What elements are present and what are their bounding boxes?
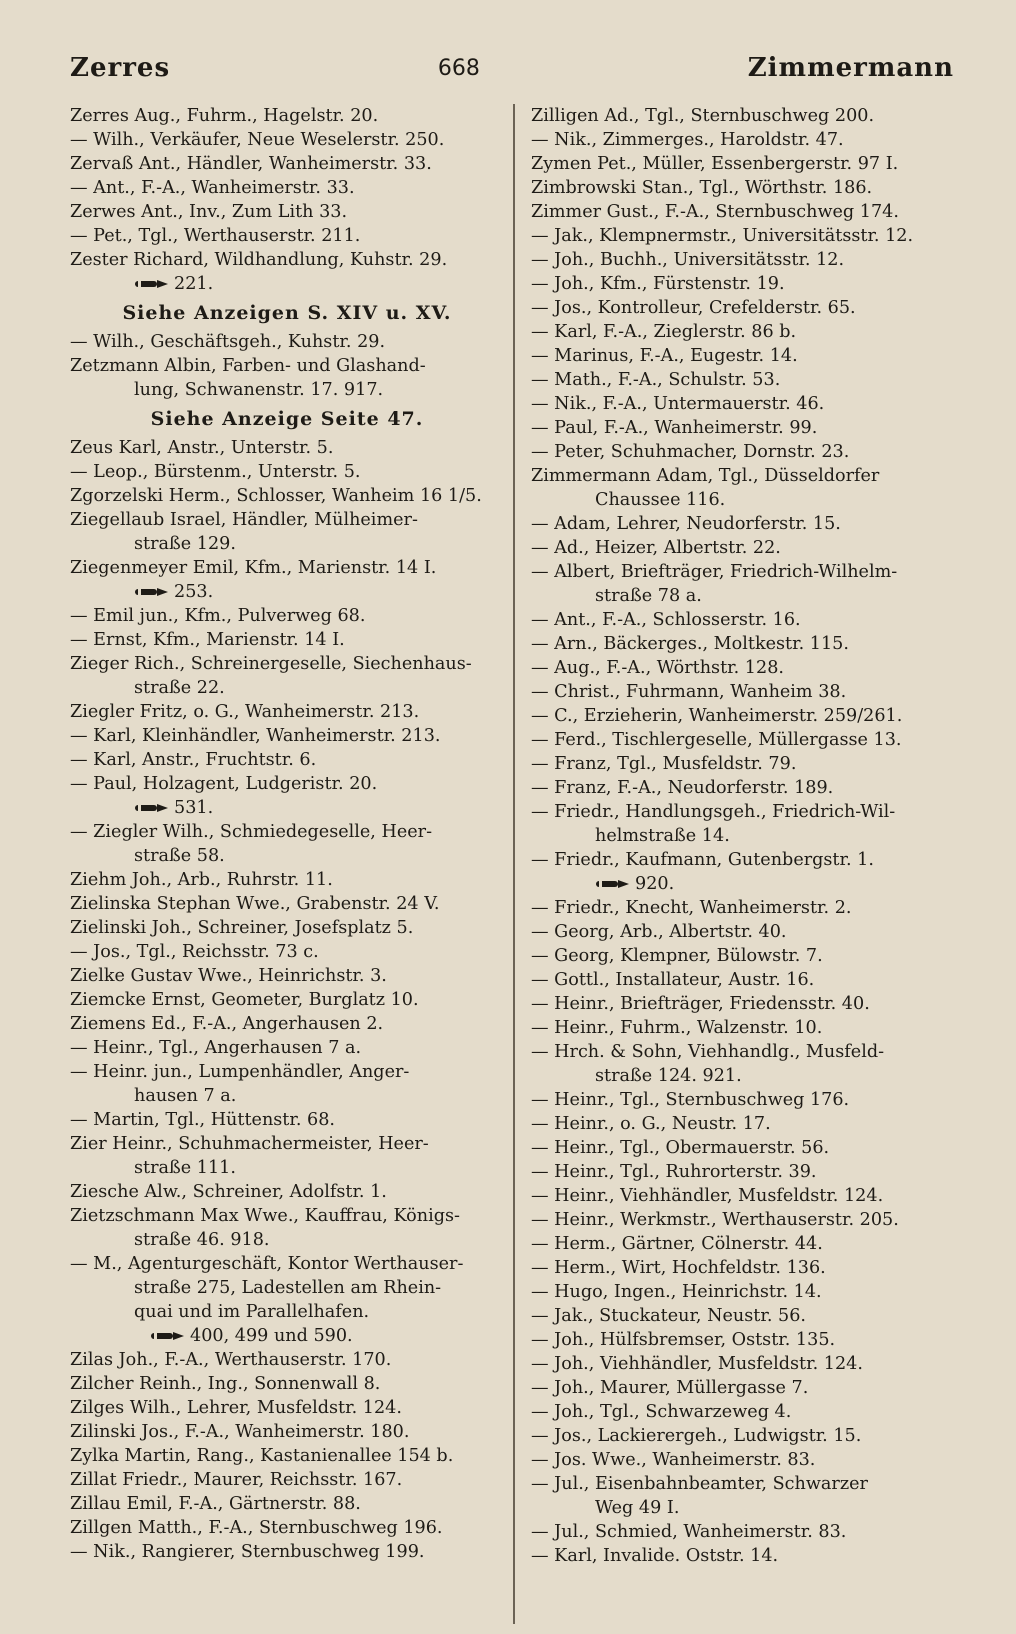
header-left-word: Zerres — [70, 53, 171, 83]
entry-text: — Karl, F.-A., Zieglerstr. 86 b. — [531, 322, 797, 342]
directory-entry — [70, 224, 504, 248]
header-right-word: Zimmermann — [747, 53, 954, 83]
entry-text: Zilinski Jos., F.-A., Wanheimerstr. 180. — [70, 1422, 410, 1442]
entry-text: Zilcher Reinh., Ing., Sonnenwall 8. — [70, 1374, 381, 1394]
directory-entry — [531, 176, 961, 200]
directory-entry — [70, 844, 504, 868]
directory-entry — [531, 1472, 961, 1496]
entry-text: 531. — [174, 798, 214, 818]
entry-text: — Friedr., Knecht, Wanheimerstr. 2. — [531, 898, 852, 918]
entry-text: Zetzmann Albin, Farben- und Glashand- — [70, 356, 426, 376]
directory-entry — [531, 272, 961, 296]
directory-entry — [70, 940, 504, 964]
directory-entry — [70, 604, 504, 628]
entry-text: 221. — [174, 274, 214, 294]
directory-entry — [70, 580, 504, 604]
entry-text: straße 129. — [134, 534, 236, 554]
entry-text: Zieger Rich., Schreinergeselle, Siechenhaus- — [70, 654, 472, 674]
directory-entry — [531, 1376, 961, 1400]
directory-entry — [531, 1184, 961, 1208]
directory-entry — [531, 320, 961, 344]
directory-entry — [531, 1304, 961, 1328]
directory-entry — [531, 680, 961, 704]
entry-text: — Leop., Bürstenm., Unterstr. 5. — [70, 462, 361, 482]
directory-entry — [531, 632, 961, 656]
entry-text: helmstraße 14. — [595, 826, 730, 846]
entry-text: — Arn., Bäckerges., Moltkestr. 115. — [531, 634, 849, 654]
entry-text: Zielke Gustav Wwe., Heinrichstr. 3. — [70, 966, 387, 986]
directory-entry — [531, 1112, 961, 1136]
directory-entry — [70, 916, 504, 940]
directory-entry — [531, 464, 961, 488]
entry-text: — Georg, Arb., Albertstr. 40. — [531, 922, 787, 942]
entry-text: — Hugo, Ingen., Heinrichstr. 14. — [531, 1282, 822, 1302]
directory-entry — [70, 1156, 504, 1180]
directory-entry — [531, 704, 961, 728]
directory-entry — [70, 1084, 504, 1108]
directory-entry — [531, 1136, 961, 1160]
column-divider — [513, 104, 515, 1624]
entry-text: straße 46. 918. — [134, 1230, 270, 1250]
entry-text: — Aug., F.-A., Wörthstr. 128. — [531, 658, 784, 678]
entry-text: — Joh., Maurer, Müllergasse 7. — [531, 1378, 809, 1398]
directory-entry — [531, 992, 961, 1016]
entry-text: Zimmer Gust., F.-A., Sternbuschweg 174. — [531, 202, 899, 222]
directory-entry — [70, 628, 504, 652]
entry-text: — Joh., Buchh., Universitätsstr. 12. — [531, 250, 845, 270]
entry-text: — Wilh., Verkäufer, Neue Weselerstr. 250. — [70, 130, 445, 150]
entry-text: — Ziegler Wilh., Schmiedegeselle, Heer- — [70, 822, 433, 842]
entry-text: — Hrch. & Sohn, Viehhandlg., Musfeld- — [531, 1042, 885, 1062]
telephone-hand-icon — [134, 586, 170, 598]
directory-entry — [531, 872, 961, 896]
directory-entry — [531, 296, 961, 320]
directory-entry — [531, 1520, 961, 1544]
directory-entry — [70, 272, 504, 296]
directory-entry — [70, 724, 504, 748]
entry-text: — Heinr., Fuhrm., Walzenstr. 10. — [531, 1018, 823, 1038]
entry-text: 920. — [635, 874, 675, 894]
directory-entry — [531, 1088, 961, 1112]
directory-entry — [531, 584, 961, 608]
directory-entry — [70, 104, 504, 128]
entry-text: — Jos. Wwe., Wanheimerstr. 83. — [531, 1450, 816, 1470]
entry-text: Zimmermann Adam, Tgl., Düsseldorfer — [531, 466, 880, 486]
directory-entry — [531, 800, 961, 824]
entry-text: Weg 49 I. — [595, 1498, 680, 1518]
directory-entry — [531, 1160, 961, 1184]
directory-entry — [70, 460, 504, 484]
entry-text: — Marinus, F.-A., Eugestr. 14. — [531, 346, 798, 366]
entry-text: Siehe Anzeige Seite 47. — [150, 408, 424, 430]
entry-text: Zilges Wilh., Lehrer, Musfeldstr. 124. — [70, 1398, 402, 1418]
entry-text: — Karl, Anstr., Fruchtstr. 6. — [70, 750, 317, 770]
directory-entry — [531, 1496, 961, 1520]
directory-entry — [70, 508, 504, 532]
directory-entry — [531, 512, 961, 536]
entry-text: — Joh., Viehhändler, Musfeldstr. 124. — [531, 1354, 863, 1374]
entry-text: — Heinr., Briefträger, Friedensstr. 40. — [531, 994, 870, 1014]
directory-entry — [70, 1060, 504, 1084]
directory-entry — [531, 752, 961, 776]
entry-text: Zielinska Stephan Wwe., Grabenstr. 24 V. — [70, 894, 440, 914]
entry-text: — Jul., Eisenbahnbeamter, Schwarzer — [531, 1474, 868, 1494]
directory-entry — [531, 200, 961, 224]
entry-text: — Adam, Lehrer, Neudorferstr. 15. — [531, 514, 841, 534]
directory-entry — [531, 152, 961, 176]
entry-text: — C., Erzieherin, Wanheimerstr. 259/261. — [531, 706, 903, 726]
entry-text: — Jak., Stuckateur, Neustr. 56. — [531, 1306, 806, 1326]
telephone-hand-icon — [595, 878, 631, 890]
directory-entry — [70, 330, 504, 354]
directory-entry — [531, 224, 961, 248]
directory-entry — [70, 652, 504, 676]
directory-entry — [70, 796, 504, 820]
directory-entry — [531, 1448, 961, 1472]
directory-entry — [70, 748, 504, 772]
entry-text: Zester Richard, Wildhandlung, Kuhstr. 29. — [70, 250, 448, 270]
entry-text: — Heinr. jun., Lumpenhändler, Anger- — [70, 1062, 410, 1082]
directory-entry — [531, 1352, 961, 1376]
entry-text: — Jos., Tgl., Reichsstr. 73 c. — [70, 942, 319, 962]
directory-entry — [70, 892, 504, 916]
entry-text: straße 22. — [134, 678, 225, 698]
directory-entry — [70, 772, 504, 796]
entry-text: — Heinr., Tgl., Sternbuschweg 176. — [531, 1090, 850, 1110]
entry-text: — Wilh., Geschäftsgeh., Kuhstr. 29. — [70, 332, 386, 352]
entry-text: straße 111. — [134, 1158, 236, 1178]
directory-entry — [531, 248, 961, 272]
entry-text: — Christ., Fuhrmann, Wanheim 38. — [531, 682, 847, 702]
entry-text: Chaussee 116. — [595, 490, 726, 510]
entry-text: — Nik., Zimmerges., Haroldstr. 47. — [531, 130, 844, 150]
directory-entry — [531, 392, 961, 416]
directory-entry — [531, 1208, 961, 1232]
directory-entry — [531, 944, 961, 968]
advertisement-reference — [70, 296, 504, 330]
directory-entry — [70, 556, 504, 580]
entry-text: — Jul., Schmied, Wanheimerstr. 83. — [531, 1522, 847, 1542]
directory-entry — [70, 1468, 504, 1492]
entry-text: Ziesche Alw., Schreiner, Adolfstr. 1. — [70, 1182, 387, 1202]
directory-entry — [531, 368, 961, 392]
directory-entry — [531, 896, 961, 920]
entry-text: — Martin, Tgl., Hüttenstr. 68. — [70, 1110, 336, 1130]
entry-text: Zillat Friedr., Maurer, Reichsstr. 167. — [70, 1470, 403, 1490]
entry-text: — Pet., Tgl., Werthauserstr. 211. — [70, 226, 361, 246]
directory-entry — [70, 1276, 504, 1300]
entry-text: Zilas Joh., F.-A., Werthauserstr. 170. — [70, 1350, 392, 1370]
entry-text: Zylka Martin, Rang., Kastanienallee 154 b. — [70, 1446, 454, 1466]
page-header — [70, 48, 954, 88]
entry-text: Zier Heinr., Schuhmachermeister, Heer- — [70, 1134, 429, 1154]
directory-entry — [70, 128, 504, 152]
directory-entry — [70, 676, 504, 700]
directory-entry — [70, 1036, 504, 1060]
entry-text: — Heinr., Tgl., Angerhausen 7 a. — [70, 1038, 362, 1058]
directory-entry — [70, 484, 504, 508]
directory-entry — [70, 176, 504, 200]
directory-entry — [531, 1328, 961, 1352]
directory-entry — [531, 1424, 961, 1448]
telephone-hand-icon — [134, 802, 170, 814]
directory-entry — [70, 436, 504, 460]
entry-text: — Paul, Holzagent, Ludgeristr. 20. — [70, 774, 378, 794]
directory-entry — [70, 532, 504, 556]
directory-entry — [70, 1540, 504, 1564]
directory-entry — [70, 1012, 504, 1036]
entry-text: — Albert, Briefträger, Friedrich-Wilhelm- — [531, 562, 898, 582]
entry-text: Zilligen Ad., Tgl., Sternbuschweg 200. — [531, 106, 875, 126]
entry-text: — Jak., Klempnermstr., Universitätsstr. 12. — [531, 226, 914, 246]
entry-text: — Jos., Lackierergeh., Ludwigstr. 15. — [531, 1426, 862, 1446]
directory-entry — [531, 488, 961, 512]
entry-text: Ziehm Joh., Arb., Ruhrstr. 11. — [70, 870, 333, 890]
entry-text: — Friedr., Kaufmann, Gutenbergstr. 1. — [531, 850, 874, 870]
directory-entry — [531, 920, 961, 944]
directory-entry — [531, 1544, 961, 1568]
directory-entry — [70, 1444, 504, 1468]
directory-entry — [531, 776, 961, 800]
entry-text: — Karl, Kleinhändler, Wanheimerstr. 213. — [70, 726, 441, 746]
entry-text: — Georg, Klempner, Bülowstr. 7. — [531, 946, 823, 966]
entry-text: — Heinr., o. G., Neustr. 17. — [531, 1114, 771, 1134]
entry-text: Siehe Anzeigen S. XIV u. XV. — [122, 302, 452, 324]
directory-entry — [70, 354, 504, 378]
directory-entry — [70, 820, 504, 844]
entry-text: — Herm., Wirt, Hochfeldstr. 136. — [531, 1258, 826, 1278]
directory-entry — [531, 128, 961, 152]
entry-text: Zillau Emil, F.-A., Gärtnerstr. 88. — [70, 1494, 361, 1514]
entry-text: — Joh., Kfm., Fürstenstr. 19. — [531, 274, 785, 294]
directory-entry — [531, 1400, 961, 1424]
left-column — [70, 104, 504, 1564]
directory-entry — [531, 416, 961, 440]
entry-text: Zielinski Joh., Schreiner, Josefsplatz 5. — [70, 918, 414, 938]
entry-text: — Franz, Tgl., Musfeldstr. 79. — [531, 754, 797, 774]
directory-entry — [531, 104, 961, 128]
entry-text: Zerres Aug., Fuhrm., Hagelstr. 20. — [70, 106, 379, 126]
entry-text: — M., Agenturgeschäft, Kontor Werthauser- — [70, 1254, 464, 1274]
entry-text: straße 275, Ladestellen am Rhein- — [134, 1278, 442, 1298]
entry-text: straße 78 a. — [595, 586, 702, 606]
entry-text: — Ant., F.-A., Wanheimerstr. 33. — [70, 178, 355, 198]
directory-entry — [70, 1348, 504, 1372]
advertisement-reference — [70, 402, 504, 436]
entry-text: — Ernst, Kfm., Marienstr. 14 I. — [70, 630, 345, 650]
directory-entry — [531, 656, 961, 680]
entry-text: Ziegler Fritz, o. G., Wanheimerstr. 213. — [70, 702, 420, 722]
entry-text: — Ant., F.-A., Schlosserstr. 16. — [531, 610, 801, 630]
entry-text: — Heinr., Werkmstr., Werthauserstr. 205. — [531, 1210, 899, 1230]
entry-text: — Nik., F.-A., Untermauerstr. 46. — [531, 394, 825, 414]
directory-entry — [531, 1064, 961, 1088]
page-number: 668 — [437, 55, 480, 81]
entry-text: 253. — [174, 582, 214, 602]
directory-entry — [531, 536, 961, 560]
entry-text: Zervaß Ant., Händler, Wanheimerstr. 33. — [70, 154, 432, 174]
entry-text: — Gottl., Installateur, Austr. 16. — [531, 970, 815, 990]
directory-entry — [70, 988, 504, 1012]
telephone-hand-icon — [150, 1330, 186, 1342]
directory-entry — [70, 1252, 504, 1276]
entry-text: — Math., F.-A., Schulstr. 53. — [531, 370, 781, 390]
directory-entry — [531, 608, 961, 632]
directory-entry — [531, 1016, 961, 1040]
directory-entry — [70, 1372, 504, 1396]
directory-entry — [531, 968, 961, 992]
directory-entry — [70, 1492, 504, 1516]
entry-text: Zillgen Matth., F.-A., Sternbuschweg 196. — [70, 1518, 443, 1538]
directory-entry — [531, 560, 961, 584]
directory-entry — [70, 152, 504, 176]
entry-text: Zymen Pet., Müller, Essenbergerstr. 97 I. — [531, 154, 899, 174]
entry-text: — Friedr., Handlungsgeh., Friedrich-Wil- — [531, 802, 896, 822]
entry-text: straße 58. — [134, 846, 225, 866]
entry-text: Ziemcke Ernst, Geometer, Burglatz 10. — [70, 990, 419, 1010]
entry-text: — Jos., Kontrolleur, Crefelderstr. 65. — [531, 298, 856, 318]
entry-text: Zietzschmann Max Wwe., Kauffrau, Königs- — [70, 1206, 460, 1226]
directory-entry — [70, 1180, 504, 1204]
directory-entry — [531, 728, 961, 752]
directory-entry — [70, 248, 504, 272]
directory-entry — [531, 1232, 961, 1256]
directory-entry — [531, 1256, 961, 1280]
directory-entry — [531, 848, 961, 872]
entry-text: 400, 499 und 590. — [190, 1326, 353, 1346]
entry-text: Zerwes Ant., Inv., Zum Lith 33. — [70, 202, 348, 222]
entry-text: Ziemens Ed., F.-A., Angerhausen 2. — [70, 1014, 384, 1034]
directory-entry — [70, 964, 504, 988]
directory-entry — [70, 1396, 504, 1420]
directory-entry — [70, 1300, 504, 1324]
entry-text: Ziegenmeyer Emil, Kfm., Marienstr. 14 I. — [70, 558, 437, 578]
directory-entry — [70, 700, 504, 724]
entry-text: Zgorzelski Herm., Schlosser, Wanheim 16 1/5. — [70, 486, 482, 506]
directory-entry — [70, 1420, 504, 1444]
entry-text: — Herm., Gärtner, Cölnerstr. 44. — [531, 1234, 823, 1254]
entry-text: — Ad., Heizer, Albertstr. 22. — [531, 538, 781, 558]
directory-entry — [531, 1280, 961, 1304]
directory-entry — [70, 200, 504, 224]
entry-text: quai und im Parallelhafen. — [134, 1302, 370, 1322]
entry-text: — Peter, Schuhmacher, Dornstr. 23. — [531, 442, 850, 462]
telephone-hand-icon — [134, 278, 170, 290]
entry-text: straße 124. 921. — [595, 1066, 742, 1086]
directory-entry — [531, 440, 961, 464]
directory-entry — [70, 1108, 504, 1132]
entry-text: Ziegellaub Israel, Händler, Mülheimer- — [70, 510, 418, 530]
entry-text: hausen 7 a. — [134, 1086, 237, 1106]
entry-text: — Ferd., Tischlergeselle, Müllergasse 13. — [531, 730, 902, 750]
directory-entry — [531, 344, 961, 368]
directory-entry — [531, 824, 961, 848]
entry-text: Zimbrowski Stan., Tgl., Wörthstr. 186. — [531, 178, 873, 198]
entry-text: — Heinr., Tgl., Ruhrorterstr. 39. — [531, 1162, 817, 1182]
directory-entry — [70, 1228, 504, 1252]
directory-entry — [531, 1040, 961, 1064]
entry-text: — Karl, Invalide. Oststr. 14. — [531, 1546, 779, 1566]
entry-text: — Paul, F.-A., Wanheimerstr. 99. — [531, 418, 818, 438]
entry-text: — Heinr., Viehhändler, Musfeldstr. 124. — [531, 1186, 884, 1206]
directory-entry — [70, 378, 504, 402]
directory-entry — [70, 868, 504, 892]
entry-text: — Heinr., Tgl., Obermauerstr. 56. — [531, 1138, 830, 1158]
entry-text: Zeus Karl, Anstr., Unterstr. 5. — [70, 438, 334, 458]
directory-entry — [70, 1516, 504, 1540]
entry-text: — Franz, F.-A., Neudorferstr. 189. — [531, 778, 834, 798]
entry-text: — Joh., Hülfsbremser, Oststr. 135. — [531, 1330, 836, 1350]
directory-entry — [70, 1132, 504, 1156]
directory-entry — [70, 1204, 504, 1228]
entry-text: lung, Schwanenstr. 17. 917. — [134, 380, 384, 400]
right-column — [531, 104, 961, 1568]
entry-text: — Nik., Rangierer, Sternbuschweg 199. — [70, 1542, 425, 1562]
entry-text: — Emil jun., Kfm., Pulverweg 68. — [70, 606, 366, 626]
directory-entry — [70, 1324, 504, 1348]
entry-text: — Joh., Tgl., Schwarzeweg 4. — [531, 1402, 792, 1422]
